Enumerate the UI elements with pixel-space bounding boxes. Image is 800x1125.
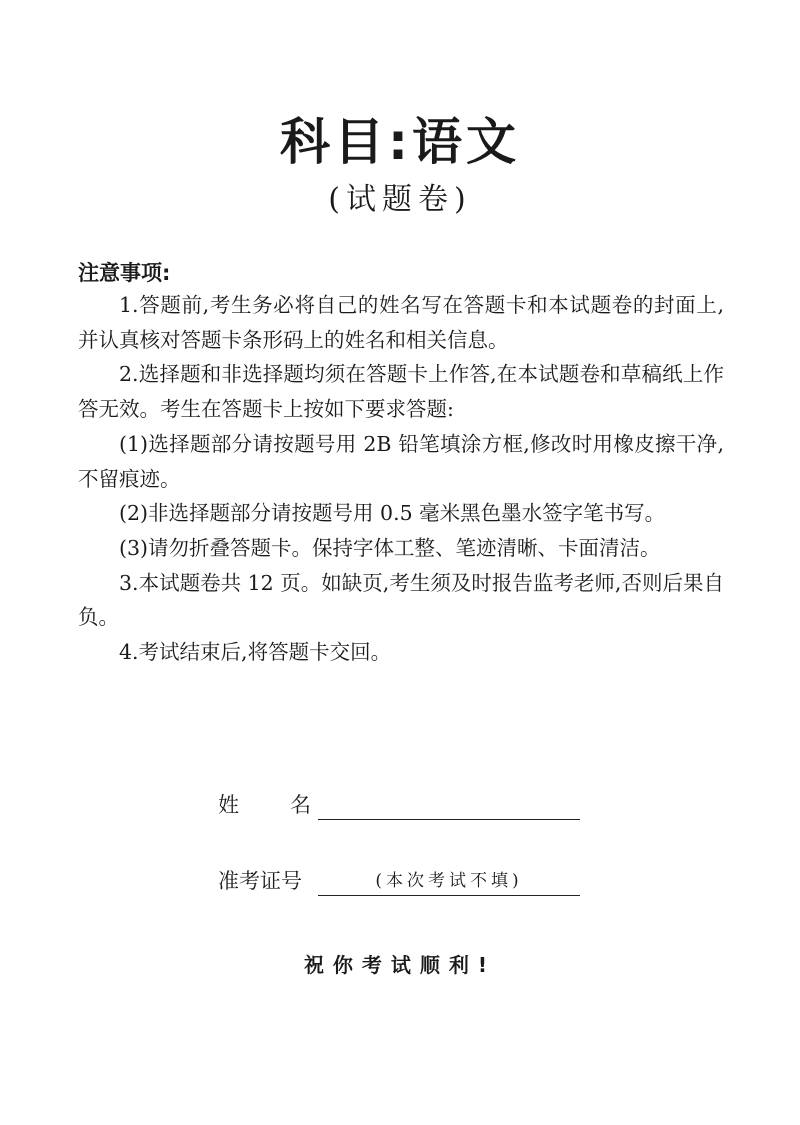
name-field-row	[218, 790, 580, 820]
name-label: 姓名	[218, 793, 362, 817]
page-subtitle: (试题卷)	[328, 182, 472, 217]
notice-item-2-3: (3)请勿折叠答题卡。保持字体工整、笔迹清晰、卡面清洁。	[119, 535, 661, 560]
notice-item-3: 3.本试题卷共 12 页。如缺页,考生须及时报告监考老师,否则后果自负。	[78, 570, 724, 630]
notice-item-1: 1.答题前,考生务必将自己的姓名写在答题卡和本试题卷的封面上,并认真核对答题卡条形码上的姓名和相关信息。	[78, 293, 724, 352]
notice-heading: 注意事项:	[78, 261, 171, 285]
notice-list	[78, 288, 724, 670]
page-title: 科目:语文	[280, 113, 520, 171]
name-blank[interactable]	[318, 791, 580, 820]
good-luck-message: 祝你考试顺利!	[303, 953, 497, 977]
exam-id-field-row	[218, 866, 580, 896]
notice-item-2: 2.选择题和非选择题均须在答题卡上作答,在本试题卷和草稿纸上作答无效。考生在答题卡上按如下要求答题:	[78, 362, 724, 422]
notice-item-2-1: (1)选择题部分请按题号用 2B 铅笔填涂方框,修改时用橡皮擦干净,不留痕迹。	[78, 431, 724, 491]
exam-id-label: 准考证号	[218, 869, 302, 893]
notice-item-2-2: (2)非选择题部分请按题号用 0.5 毫米黑色墨水签字笔书写。	[119, 501, 666, 526]
notice-item-4: 4.考试结束后,将答题卡交回。	[119, 640, 392, 665]
exam-id-blank: (本次考试不填)	[318, 867, 580, 896]
